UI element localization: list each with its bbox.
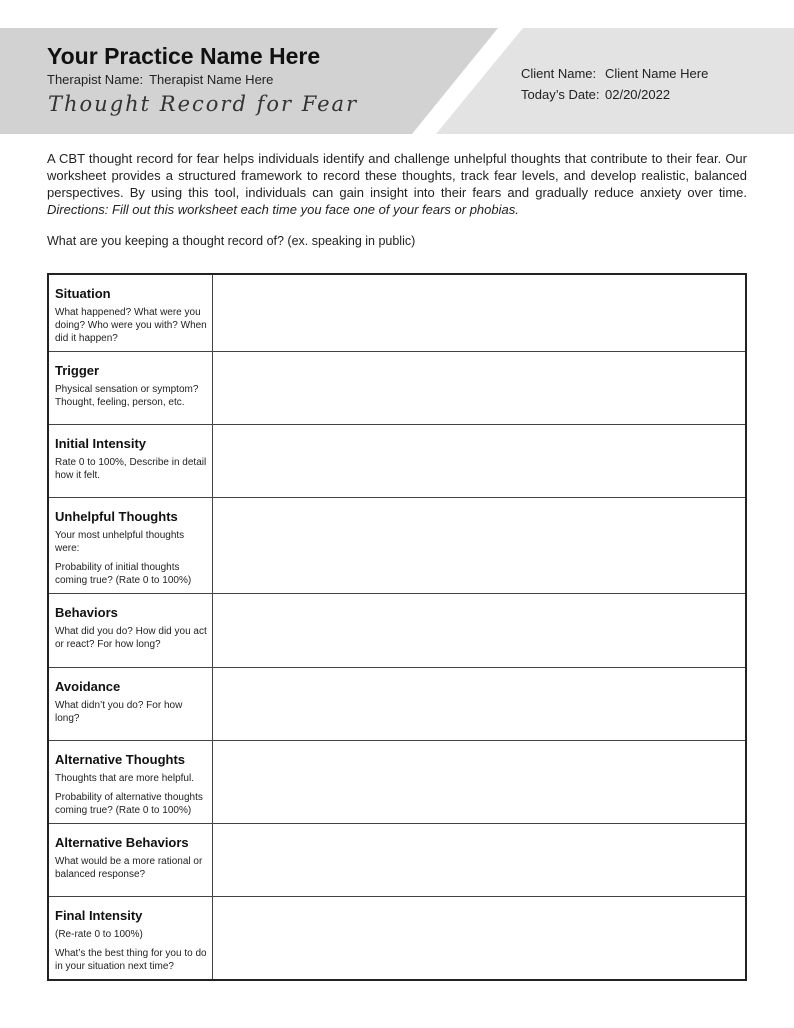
answer-field-alternative-thoughts[interactable] bbox=[213, 741, 745, 823]
row-description: Your most unhelpful thoughts were: bbox=[55, 530, 185, 555]
header-banner bbox=[0, 0, 794, 134]
directions-text: Directions: Fill out this worksheet each time you face one of your fears or phobias. bbox=[47, 202, 519, 217]
answer-field-unhelpful-thoughts[interactable] bbox=[213, 498, 745, 593]
table-row bbox=[49, 897, 745, 979]
form-title: Thought Record for Fear bbox=[48, 92, 359, 116]
row-description-secondary: What’s the best thing for you to do in your situation next time? bbox=[55, 948, 207, 973]
client-name-label: Client Name: bbox=[521, 66, 597, 81]
row-label-cell bbox=[49, 352, 213, 424]
row-title: Trigger bbox=[55, 363, 100, 378]
row-description: Physical sensation or symptom? Thought, feeling, person, etc. bbox=[55, 384, 199, 408]
row-label-cell bbox=[49, 741, 213, 823]
row-title: Behaviors bbox=[55, 605, 118, 621]
row-description: Thoughts that are more helpful. bbox=[55, 772, 194, 784]
row-title: Alternative Thoughts bbox=[55, 751, 186, 767]
record-question: What are you keeping a thought record of? (ex. speaking in public) bbox=[47, 234, 416, 248]
answer-field-situation[interactable] bbox=[213, 275, 745, 351]
row-label-cell bbox=[49, 425, 213, 497]
practice-name: Your Practice Name Here bbox=[47, 43, 321, 69]
row-description-secondary: Probability of initial thoughts coming true? (Rate 0 to 100%) bbox=[55, 562, 192, 587]
row-title: Final Intensity bbox=[55, 908, 143, 924]
table-row bbox=[49, 741, 745, 824]
date-label: Today’s Date: bbox=[521, 87, 600, 102]
row-description: Rate 0 to 100%, Describe in detail how it felt. bbox=[55, 457, 207, 482]
row-label-cell bbox=[49, 498, 213, 593]
client-info bbox=[521, 66, 708, 108]
row-description: (Re-rate 0 to 100%) bbox=[55, 929, 143, 941]
row-title: Situation bbox=[55, 286, 111, 301]
answer-field-behaviors[interactable] bbox=[213, 594, 745, 666]
answer-field-avoidance[interactable] bbox=[213, 668, 745, 740]
table-row bbox=[49, 594, 745, 667]
therapist-label: Therapist Name: bbox=[47, 72, 144, 87]
date-row bbox=[521, 87, 708, 108]
row-label-cell bbox=[49, 594, 213, 666]
row-description: What would be a more rational or balanced response? bbox=[55, 855, 203, 880]
table-row bbox=[49, 668, 745, 741]
table-row bbox=[49, 352, 745, 425]
row-title: Unhelpful Thoughts bbox=[55, 509, 178, 525]
row-description-secondary: Probability of alternative thoughts coming true? (Rate 0 to 100%) bbox=[55, 791, 203, 816]
table-row bbox=[49, 425, 745, 498]
thought-record-table bbox=[47, 273, 747, 981]
row-label-cell bbox=[49, 275, 213, 351]
row-label-cell bbox=[49, 897, 213, 979]
therapist-name-field[interactable]: Therapist Name Here bbox=[149, 72, 274, 87]
intro-text: A CBT thought record for fear helps individuals identify and challenge unhelpful thoughts that contribute to their fear. Our worksheet provides a structured framework to record these thoughts, track fear levels, and develop realistic, balanced perspectives. By using this tool, individuals can gain insight into their fears and gradually reduce anxiety over time. bbox=[47, 151, 747, 200]
client-name-field[interactable]: Client Name Here bbox=[605, 66, 709, 81]
row-title: Avoidance bbox=[55, 678, 121, 694]
therapist-line bbox=[47, 72, 273, 87]
answer-field-trigger[interactable] bbox=[213, 352, 745, 424]
answer-field-initial-intensity[interactable] bbox=[213, 425, 745, 497]
row-description: What did you do? How did you act or react? For how long? bbox=[55, 626, 207, 651]
row-label-cell bbox=[49, 824, 213, 896]
answer-field-final-intensity[interactable] bbox=[213, 897, 745, 979]
client-name-row bbox=[521, 66, 708, 87]
table-row bbox=[49, 498, 745, 594]
date-field[interactable]: 02/20/2022 bbox=[605, 87, 671, 102]
intro-paragraph bbox=[47, 150, 747, 218]
row-label-cell bbox=[49, 668, 213, 740]
answer-field-alternative-behaviors[interactable] bbox=[213, 824, 745, 896]
row-title: Alternative Behaviors bbox=[55, 834, 189, 850]
row-description: What didn’t you do? For how long? bbox=[55, 699, 183, 724]
row-description: What happened? What were you doing? Who were you with? When did it happen? bbox=[55, 307, 207, 344]
table-row bbox=[49, 824, 745, 897]
table-row bbox=[49, 275, 745, 352]
row-title: Initial Intensity bbox=[55, 436, 147, 452]
